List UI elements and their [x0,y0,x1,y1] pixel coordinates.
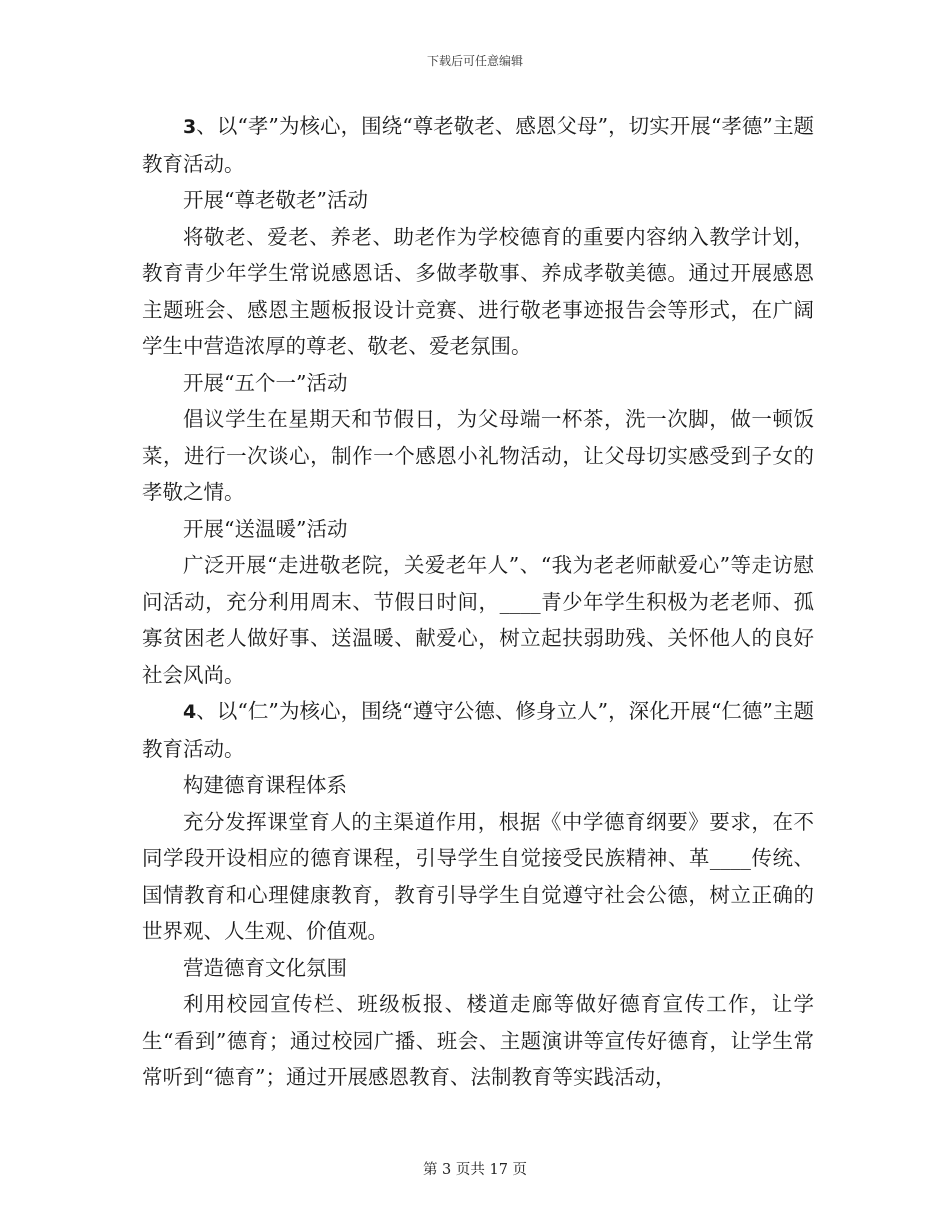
subheading-five-ones: 开展“五个一”活动 [183,370,348,395]
section-3-heading [142,108,814,182]
page-header-note: 下载后可任意编辑 [426,54,523,68]
subheading-culture: 营造德育文化氛围 [183,955,347,980]
document-body [142,108,814,1096]
paragraph-culture: 利用校园宣传栏、班级板报、楼道走廊等做好德育宣传工作，让学生“看到”德育；通过校园广播、班会、主题演讲等宣传好德育，让学生常常听到“德育”；通过开展感恩教育、法制教育等实践活动， [142,992,814,1089]
paragraph-send-warmth: 广泛开展“走进敬老院，关爱老年人”、“我为老老师献爱心”等走访慰问活动，充分利用周末、节假日时间，____青少年学生积极为老老师、孤寡贫困老人做好事、送温暖、献爱心，树立起扶弱助残、关怀他人的良好社会风尚。 [142,553,814,687]
paragraph-text: 、以“孝”为核心，围绕“尊老敬老、感恩父母”，切实开展“孝德”主题教育活动。 [142,114,814,176]
paragraph-respect-elders: 将敬老、爱老、养老、助老作为学校德育的重要内容纳入教学计划，教育青少年学生常说感恩话、多做孝敬事、养成孝敬美德。通过开展感恩主题班会、感恩主题板报设计竞赛、进行敬老事迹报告会等形式，在广阔学生中营造浓厚的尊老、敬老、爱老氛围。 [142,224,814,358]
section-number: 3 [183,116,197,138]
paragraph-text: 、以“仁”为核心，围绕“遵守公德、修身立人”，深化开展“仁德”主题教育活动。 [142,699,814,761]
paragraph-five-ones: 倡议学生在星期天和节假日，为父母端一杯茶，洗一次脚，做一顿饭菜，进行一次谈心，制作一个感恩小礼物活动，让父母切实感受到子女的孝敬之情。 [142,407,814,504]
subheading-curriculum: 构建德育课程体系 [183,773,347,797]
subheading-send-warmth: 开展“送温暖”活动 [183,516,348,541]
section-4-heading [142,693,814,767]
subheading-respect-elders: 开展“尊老敬老”活动 [183,188,368,212]
page-number: 第 3 页共 17 页 [422,1162,528,1178]
paragraph-curriculum: 充分发挥课堂育人的主渠道作用，根据《中学德育纲要》要求，在不同学段开设相应的德育课程，引导学生自觉接受民族精神、革____传统、国情教育和心理健康教育，教育引导学生自觉遵守社会公德，树立正确的世界观、人生观、价值观。 [142,809,814,943]
section-number: 4 [183,701,197,723]
